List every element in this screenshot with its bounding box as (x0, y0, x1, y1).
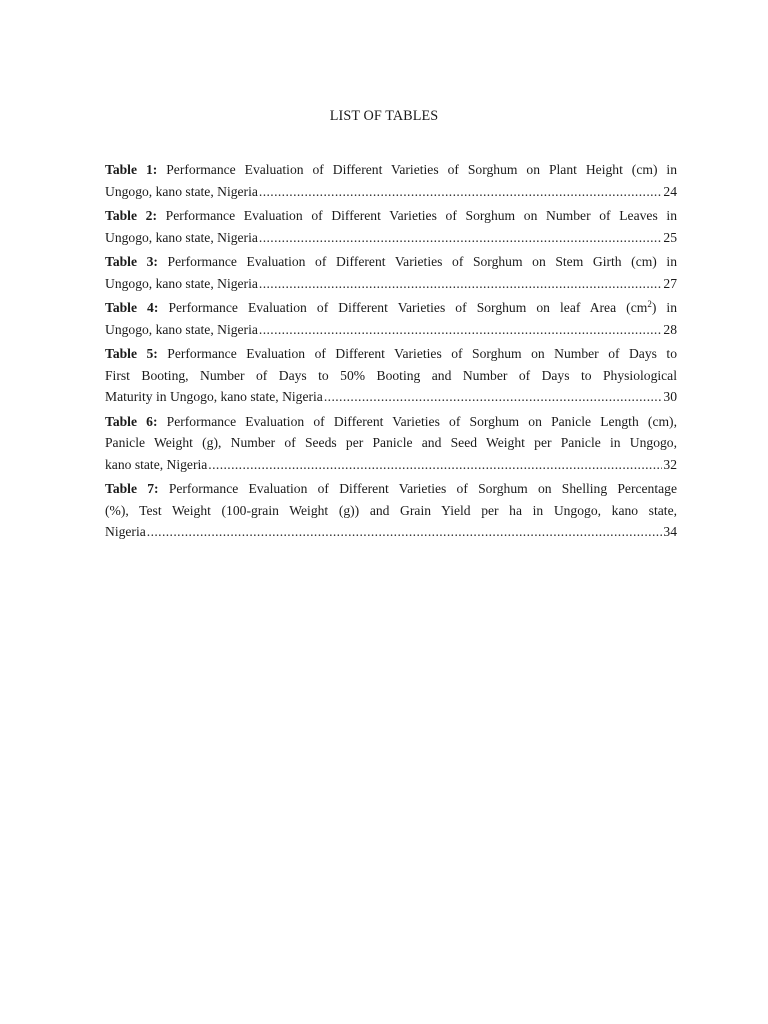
entry-text: Ungogo, kano state, Nigeria (105, 183, 258, 199)
dot-leader (259, 319, 663, 341)
entry-last-line (105, 454, 677, 476)
entry-text: Performance Evaluation of Different Varieties of Sorghum on Number of Leaves in (165, 208, 677, 223)
table-entry-1 (105, 159, 677, 202)
entry-line (105, 411, 677, 433)
entry-text: Performance Evaluation of Different Varieties of Sorghum on Number of Days to (167, 346, 677, 361)
entry-text: Performance Evaluation of Different Varieties of Sorghum on Stem Girth (cm) in (167, 254, 677, 269)
entry-last-line (105, 273, 677, 295)
entry-last-line (105, 227, 677, 249)
table-entry-3 (105, 251, 677, 294)
entry-text: Performance Evaluation of Different Varieties of Sorghum on Shelling Percentage (168, 481, 677, 496)
dot-leader (259, 181, 663, 203)
entry-text: Performance Evaluation of Different Varieties of Sorghum on Panicle Length (cm), (166, 413, 677, 429)
entry-line (105, 297, 677, 319)
dot-leader (259, 227, 663, 249)
entry-label: Table 1: (105, 162, 158, 177)
entry-line (105, 478, 677, 500)
entry-line (105, 159, 677, 181)
dot-leader (324, 386, 663, 408)
entry-text: Performance Evaluation of Different Varieties of Sorghum on Plant Height (cm) in (166, 162, 677, 177)
dot-leader (208, 454, 662, 476)
entry-label: Table 4: (105, 300, 159, 315)
table-entry-2 (105, 205, 677, 248)
page-number: 25 (663, 229, 677, 245)
entry-last-line (105, 521, 677, 543)
page-number: 32 (663, 456, 677, 472)
entry-line (105, 365, 677, 387)
table-entry-7 (105, 478, 677, 543)
entry-text: (%), Test Weight (100-grain Weight (g)) and Grain Yield per ha in Ungogo, kano state, (105, 502, 677, 518)
entry-label: Table 7: (105, 481, 159, 496)
entry-text: Nigeria (105, 524, 146, 539)
entry-label: Table 2: (105, 208, 157, 223)
entry-last-line (105, 181, 677, 203)
superscript: 2 (647, 299, 652, 309)
page-title: LIST OF TABLES (329, 108, 439, 124)
entry-text: Ungogo, kano state, Nigeria (105, 275, 258, 291)
dot-leader (259, 273, 663, 295)
entry-line (105, 432, 677, 454)
page-number: 28 (663, 321, 677, 337)
entry-line (105, 343, 677, 365)
page-number: 34 (663, 524, 677, 539)
table-entry-4 (105, 297, 677, 340)
entry-text: kano state, Nigeria (105, 456, 208, 472)
entry-text: Ungogo, kano state, Nigeria (105, 229, 258, 245)
entry-label: Table 6: (105, 413, 158, 429)
list-of-tables (105, 159, 677, 546)
table-entry-5 (105, 343, 677, 408)
page-number: 27 (663, 275, 677, 291)
page-number: 24 (663, 183, 677, 199)
entry-text: Ungogo, kano state, Nigeria (105, 321, 258, 337)
entry-last-line (105, 386, 677, 408)
entry-text: ) in (651, 300, 677, 315)
table-entry-6 (105, 411, 677, 476)
entry-last-line (105, 319, 677, 341)
entry-line (105, 251, 677, 273)
entry-text: Performance Evaluation of Different Varieties of Sorghum on leaf Area (cm (168, 300, 648, 315)
entry-line (105, 500, 677, 522)
entry-text: Panicle Weight (g), Number of Seeds per Panicle and Seed Weight per Panicle in Ungogo, (105, 435, 677, 450)
dot-leader (147, 521, 663, 543)
page-number: 30 (663, 389, 677, 404)
entry-line (105, 205, 677, 227)
entry-text: First Booting, Number of Days to 50% Booting and Number of Days to Physiological (105, 367, 677, 383)
entry-label: Table 5: (105, 346, 158, 361)
entry-text: Maturity in Ungogo, kano state, Nigeria (105, 389, 323, 404)
entry-label: Table 3: (105, 254, 158, 269)
